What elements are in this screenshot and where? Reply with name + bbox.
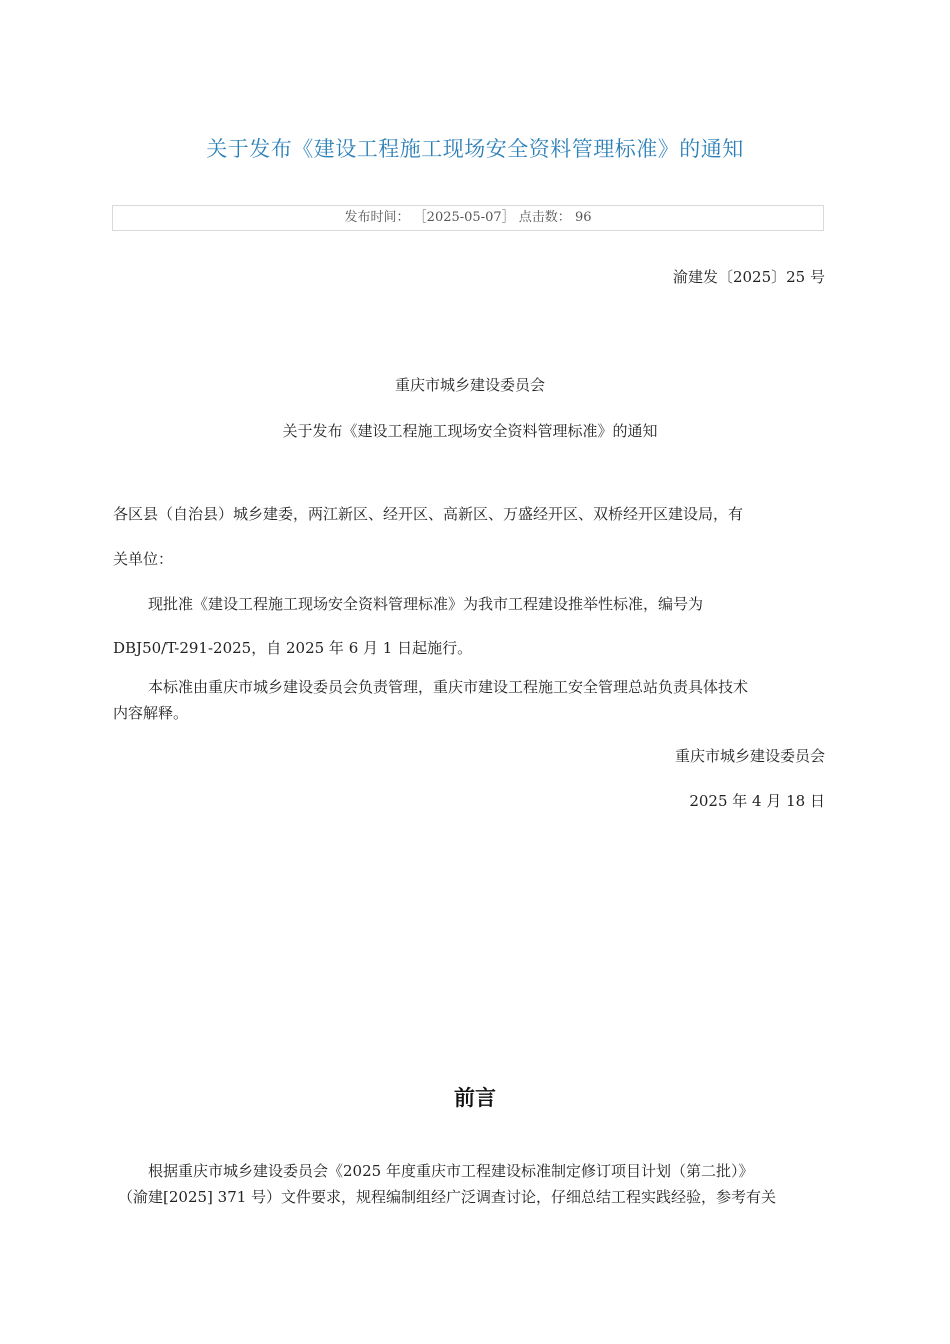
signature: 重庆市城乡建设委员会 xyxy=(674,747,825,765)
preface-heading: 前言 xyxy=(454,1086,496,1110)
page-title: 关于发布《建设工程施工现场安全资料管理标准》的通知 xyxy=(206,137,744,161)
click-count-value: 96 xyxy=(574,210,592,225)
publish-date: ［2025-05-07］ xyxy=(413,210,515,225)
document-number: 渝建发〔2025〕25 号 xyxy=(672,268,825,286)
preface-paragraph: （渝建[2025] 371 号）文件要求，规程编制组经广泛调查讨论，仔细总结工程实践经验，参考有关 xyxy=(118,1188,777,1206)
notice-subject: 关于发布《建设工程施工现场安全资料管理标准》的通知 xyxy=(282,422,658,440)
click-count-label: 点击数： xyxy=(518,210,571,225)
body-paragraph: DBJ50/T-291-2025，自 2025 年 6 月 1 日起施行。 xyxy=(113,639,473,657)
addressee-line: 关单位： xyxy=(113,550,174,568)
publish-time-label: 发布时间： xyxy=(344,210,410,225)
body-paragraph: 内容解释。 xyxy=(113,704,189,722)
body-paragraph: 现批准《建设工程施工现场安全资料管理标准》为我市工程建设推举性标准，编号为 xyxy=(148,595,704,613)
body-paragraph: 本标准由重庆市城乡建设委员会负责管理，重庆市建设工程施工安全管理总站负责具体技术 xyxy=(148,678,749,696)
preface-paragraph: 根据重庆市城乡建设委员会《2025 年度重庆市工程建设标准制定修订项目计划（第二批）》 xyxy=(148,1162,754,1180)
signature-date: 2025 年 4 月 18 日 xyxy=(689,792,825,810)
issuer-name: 重庆市城乡建设委员会 xyxy=(394,376,545,394)
publish-info-bar xyxy=(112,205,824,231)
addressee-line: 各区县（自治县）城乡建委，两江新区、经开区、高新区、万盛经开区、双桥经开区建设局，有 xyxy=(113,505,744,523)
